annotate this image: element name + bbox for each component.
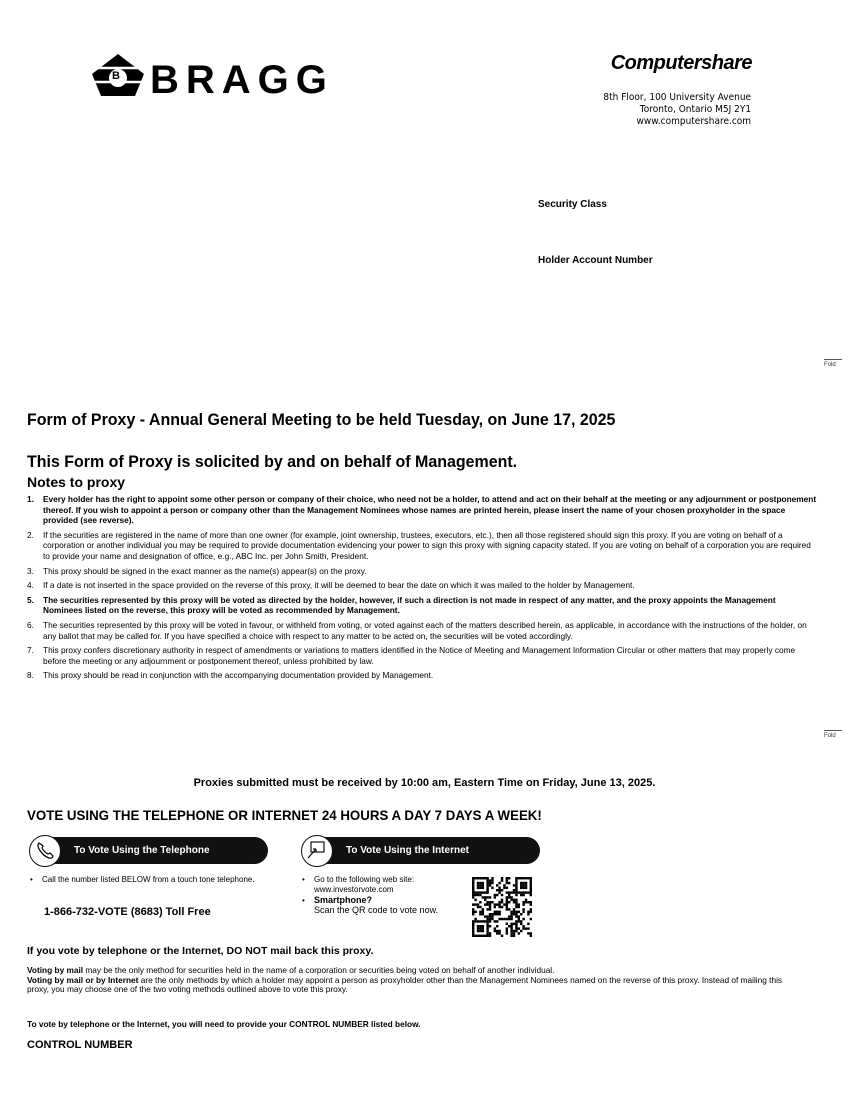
form-title: Form of Proxy - Annual General Meeting to be held Tuesday, on June 17, 2025 (27, 410, 616, 429)
voting-methods-paragraph: Voting by mail may be the only method for securities held in the name of a corporation or securities being voted on behalf of another individual. Voting by mail or by Internet are the only methods by which a holder may appoint a person as proxyholder other than the Management Nominees named on the reverse of this proxy. Instead of mailing this proxy, you may choose one of the two voting methods outlined above to vote this proxy. (27, 965, 783, 994)
logo-badge: B (112, 70, 120, 82)
computer-cursor-icon (301, 835, 333, 867)
security-class-label: Security Class (538, 199, 607, 210)
internet-instruction: • Go to the following web site: www.investorvote.com (302, 875, 415, 894)
fold-mark: Fold (824, 730, 842, 739)
qr-code[interactable] (472, 877, 532, 937)
transfer-agent-address (603, 92, 751, 128)
note-item: 7. This proxy confers discretionary authority in respect of amendments or variations to matters identified in the Notice of Meeting and Management Information Circular or other matters that may properly come before the meeting or any adjournment or postponement thereof, unless prohibited by law. (27, 645, 796, 666)
telephone-vote-label: To Vote Using the Telephone (74, 845, 210, 856)
telephone-instruction: • Call the number listed BELOW from a touch tone telephone. (30, 875, 255, 884)
telephone-vote-banner (44, 837, 268, 864)
telephone-icon (29, 835, 61, 867)
transfer-agent-name: Computershare (610, 52, 752, 74)
note-item: 4. If a date is not inserted in the space provided on the reverse of this proxy, it will be deemed to bear the date on which it was mailed to the holder by Management. (27, 580, 635, 591)
do-not-mail-notice: If you vote by telephone or the Internet, DO NOT mail back this proxy. (27, 945, 374, 957)
internet-instructions (302, 875, 472, 917)
company-logo-text: BRAGG (150, 58, 334, 102)
address-line: Toronto, Ontario M5J 2Y1 (639, 104, 751, 115)
holder-account-label: Holder Account Number (538, 255, 653, 266)
vote-heading: VOTE USING THE TELEPHONE OR INTERNET 24 HOURS A DAY 7 DAYS A WEEK! (27, 807, 542, 823)
address-website: www.computershare.com (636, 116, 751, 127)
notes-heading: Notes to proxy (27, 474, 126, 490)
control-number-instruction: To vote by telephone or the Internet, you will need to provide your CONTROL NUMBER listed below. (27, 1019, 421, 1029)
note-item: 6. The securities represented by this proxy will be voted in favour, or withheld from voting, or voted against each of the matters described herein, as applicable, in accordance with the instructions of the holder, on any ballot that may be called for. If you have specified a choice with respect to any matter to be acted on, the securities will be voted accordingly. (27, 619, 807, 641)
note-item: 2. If the securities are registered in the name of more than one owner (for example, joint ownership, trustees, executors, etc.), then all those registered should sign this proxy. If you are voting on behalf of a corporation or another individual you may be required to provide documentation evidencing your power to sign this proxy with signing capacity stated. If you are voting on behalf of a corporation you are required to provide your name and designation of office, e.g., ABC Inc. per John Smith, President. (27, 529, 811, 561)
control-number-label: CONTROL NUMBER (27, 1039, 133, 1051)
telephone-number: 1-866-732-VOTE (8683) Toll Free (44, 906, 211, 918)
note-item: 3. This proxy should be signed in the exact manner as the name(s) appear(s) on the proxy. (27, 565, 367, 576)
smartphone-instruction: • Smartphone? Scan the QR code to vote now. (302, 895, 439, 915)
internet-vote-banner (316, 837, 540, 864)
note-item: 5. The securities represented by this proxy will be voted as directed by the holder, however, if such a direction is not made in respect of any matter, and the proxy appoints the Management Nominees listed on the reverse, this proxy will be voted as recommended by Management. (27, 594, 776, 616)
internet-vote-label: To Vote Using the Internet (346, 845, 469, 856)
notes-list (27, 494, 817, 685)
note-item: 1. Every holder has the right to appoint some other person or company of their choice, who need not be a holder, to attend and act on their behalf at the meeting or any adjournment or postponement thereof. If you wish to appoint a person or company other than the Management Nominees whose names are printed herein, please insert the name of your chosen proxyholder in the space provided (see reverse). (27, 494, 817, 526)
note-item: 8. This proxy should be read in conjunction with the accompanying documentation provided by Management. (27, 670, 434, 681)
address-line: 8th Floor, 100 University Avenue (603, 92, 751, 103)
proxy-deadline: Proxies submitted must be received by 10:00 am, Eastern Time on Friday, June 13, 2025. (193, 777, 656, 789)
fold-mark: Fold (824, 359, 842, 368)
solicitation-heading: This Form of Proxy is solicited by and on behalf of Management. (27, 452, 518, 471)
